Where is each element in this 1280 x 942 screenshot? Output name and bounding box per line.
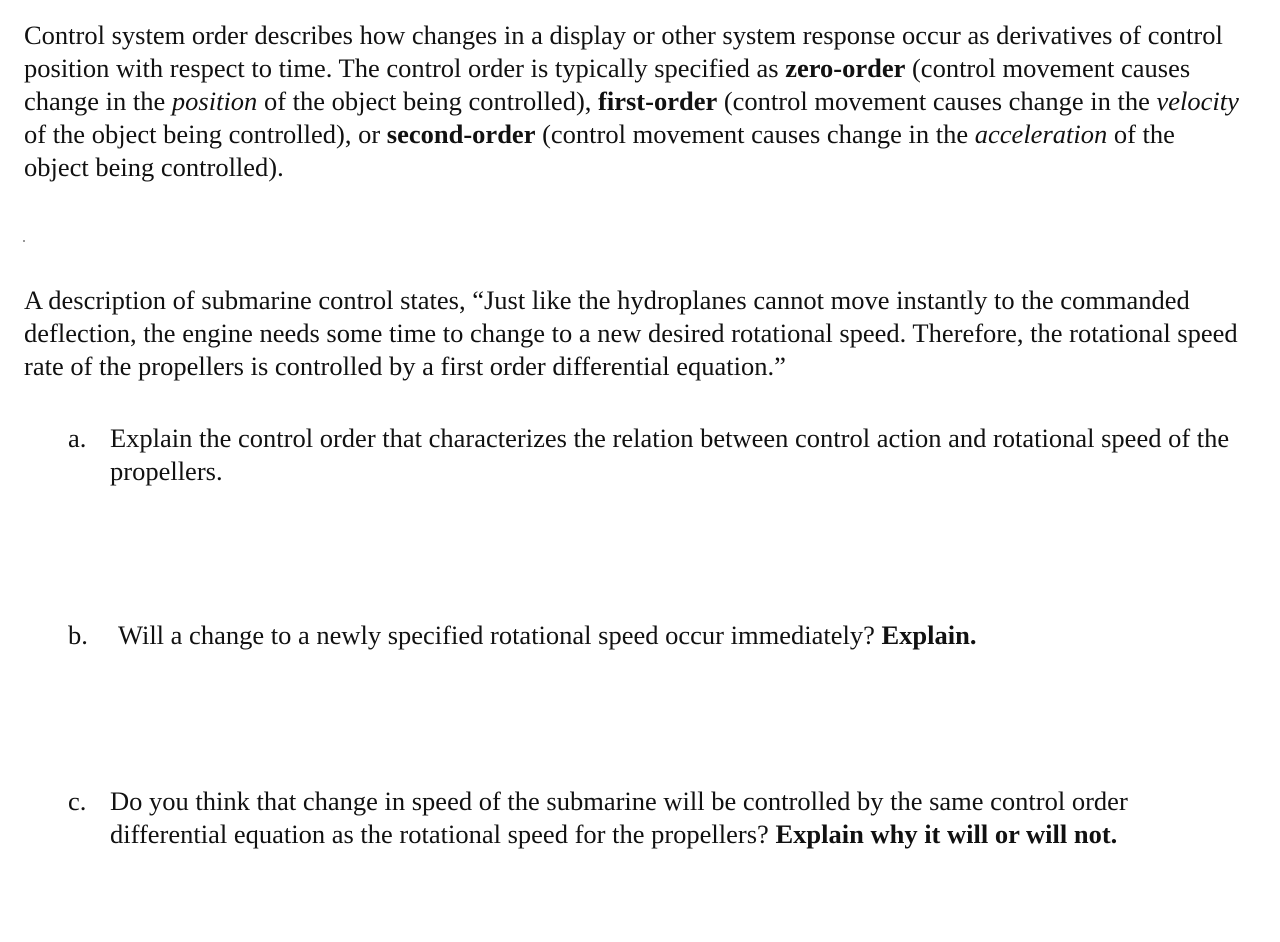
- intro-text-5: of the object being controlled), or: [24, 119, 387, 149]
- question-b-marker: b.: [68, 620, 88, 650]
- question-b-body: [118, 619, 1228, 652]
- term-zero-order: zero-order: [785, 53, 906, 83]
- question-c-body: [110, 785, 1235, 851]
- intro-text-2: (control movement causes change in the: [24, 53, 1191, 116]
- question-a-text: Explain the control order that characterizes the relation between control action and rotational speed of the propellers.: [110, 423, 1230, 486]
- question-c-marker: c.: [68, 786, 87, 816]
- question-b-text: Will a change to a newly specified rotational speed occur immediately?: [118, 620, 882, 650]
- term-acceleration: acceleration: [974, 119, 1108, 149]
- intro-paragraph: [24, 19, 1244, 184]
- question-c-bold: Explain why it will or will not.: [775, 819, 1118, 849]
- intro-text-7: of the object being controlled).: [24, 119, 1175, 182]
- intro-text-4: (control movement causes change in the: [717, 86, 1157, 116]
- question-a-marker: a.: [68, 423, 87, 453]
- intro-text-3: of the object being controlled),: [257, 86, 599, 116]
- question-c-text: Do you think that change in speed of the submarine will be controlled by the same control order differential equation as the rotational speed for the propellers?: [110, 786, 1128, 849]
- intro-text-1: Control system order describes how changes in a display or other system response occur as derivatives of control position with respect to time. The control order is typically specified as: [24, 20, 1223, 83]
- term-first-order: first-order: [598, 86, 718, 116]
- question-b-bold: Explain.: [881, 620, 977, 650]
- stray-mark: [23, 240, 25, 242]
- term-second-order: second-order: [386, 119, 536, 149]
- term-velocity: velocity: [1156, 86, 1239, 116]
- term-position: position: [171, 86, 258, 116]
- submarine-quote-paragraph: A description of submarine control states, “Just like the hydroplanes cannot move instantly to the commanded deflection, the engine needs some time to change to a new desired rotational speed. Therefore, the rotational speed rate of the propellers is controlled by a first order differential equation.”: [24, 285, 1238, 381]
- intro-text-6: (control movement causes change in the: [535, 119, 975, 149]
